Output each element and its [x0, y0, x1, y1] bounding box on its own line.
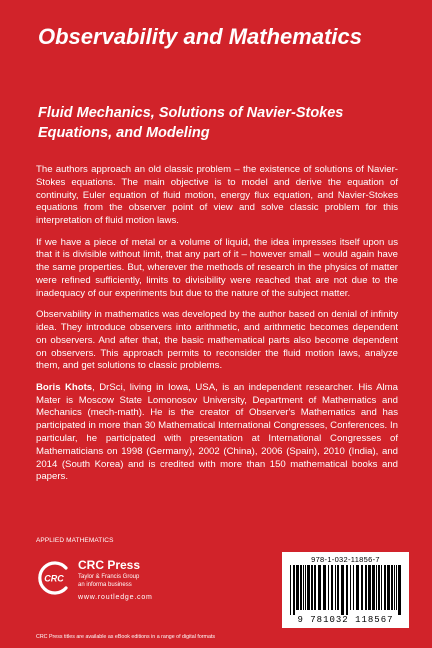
barcode-icon: [288, 565, 403, 615]
barcode-bar: [341, 565, 344, 615]
barcode-bar: [300, 565, 302, 610]
barcode-bar: [331, 565, 333, 610]
ebook-note: CRC Press titles are available as eBook editions in a range of digital formats: [36, 634, 216, 640]
barcode-bar: [307, 565, 310, 610]
barcode-bar: [311, 565, 313, 610]
isbn-number: 978-1-032-11856-7: [311, 555, 380, 564]
publisher-group: [78, 573, 139, 589]
subject-category: APPLIED MATHEMATICS: [36, 537, 114, 544]
crc-logo-icon: [36, 560, 72, 596]
barcode-bar: [350, 565, 351, 610]
barcode-bar: [387, 565, 390, 610]
barcode-bar: [290, 565, 291, 615]
barcode-bar: [296, 565, 299, 610]
barcode-bar: [293, 565, 295, 615]
author-bio-text: , DrSci, living in Iowa, USA, is an independent researcher. His Alma Mater is Moscow State Lomonosov University, Department of Mathematics and Mechanics (mech-math). He is the creator of Observer's Mathematics and has participated in more than 30 Mathematical International Congresses, Conferences. In particular, he participated with presentation at International Congresses of Mathematicians on 1998 (Germany), 2002 (China), 2006 (Spain), 2010 (India), and 2014 (South Korea) and is credited with more than 150 mathematical books and papers.: [36, 381, 398, 483]
publisher-business: an informa business: [78, 582, 132, 588]
isbn-digits: 9 781032 118567: [297, 615, 394, 625]
barcode-bar: [398, 565, 401, 615]
book-subtitle: Fluid Mechanics, Solutions of Navier-Stokes Equations, and Modeling: [38, 105, 344, 141]
barcode-bar: [372, 565, 375, 610]
barcode-bar: [314, 565, 316, 610]
publisher-block: [36, 556, 176, 606]
barcode-bar: [396, 565, 397, 610]
barcode-bar: [391, 565, 393, 610]
author-name: Boris Khots: [36, 381, 93, 393]
barcode-bar: [376, 565, 377, 610]
barcode-bar: [353, 565, 354, 610]
barcode-bar: [303, 565, 304, 610]
publisher-group-name: Taylor & Francis Group: [78, 574, 140, 580]
svg-text:CRC: CRC: [44, 573, 64, 584]
barcode-bar: [378, 565, 380, 610]
publisher-name: CRC Press: [78, 558, 141, 572]
isbn-barcode: [282, 552, 409, 628]
barcode-bar: [384, 565, 386, 610]
barcode-bar: [361, 565, 363, 610]
publisher-url[interactable]: www.routledge.com: [78, 594, 153, 601]
description-paragraph: Observability in mathematics was developed by the author based on denial of infinity idea. They introduce observers into arithmetic, and arithmetic becomes dependent on observers. And after that, the basic mathematical parts also become dependent on observers. This approach permits to reconsider the fluid motion laws, analyze them, and get solutions to classic problems.: [36, 309, 398, 372]
description-paragraph: The authors approach an old classic problem – the existence of solutions of Navier-Stokes equations. The main objective is to model and derive the equation of continuity, Euler equation of fluid motion, energy flux equation, and Navier-Stokes equations from the observer point of view and solve classic problem for this interpretation of fluid motion laws.: [36, 164, 398, 227]
barcode-bar: [323, 565, 326, 610]
barcode-bar: [346, 565, 348, 615]
barcode-bar: [381, 565, 382, 610]
barcode-bar: [368, 565, 371, 610]
barcode-bar: [335, 565, 336, 610]
barcode-bar: [305, 565, 306, 610]
barcode-bar: [365, 565, 367, 610]
barcode-bar: [356, 565, 359, 610]
description: [36, 164, 398, 493]
author-bio: [36, 382, 398, 484]
barcode-bar: [328, 565, 329, 610]
book-title: Observability and Mathematics: [38, 24, 362, 49]
barcode-bar: [394, 565, 395, 610]
description-paragraph: If we have a piece of metal or a volume of liquid, the idea impresses itself upon us that it is divisible without limit, that any part of it – however small – would again have the same properties. But, wherever the methods of research in the physics of matter were refined sufficiently, limits to divisibility were reached that are not due to the inadequacy of our experiments but due to the nature of the subject matter.: [36, 236, 398, 299]
barcode-bar: [337, 565, 339, 610]
barcode-bar: [318, 565, 321, 610]
